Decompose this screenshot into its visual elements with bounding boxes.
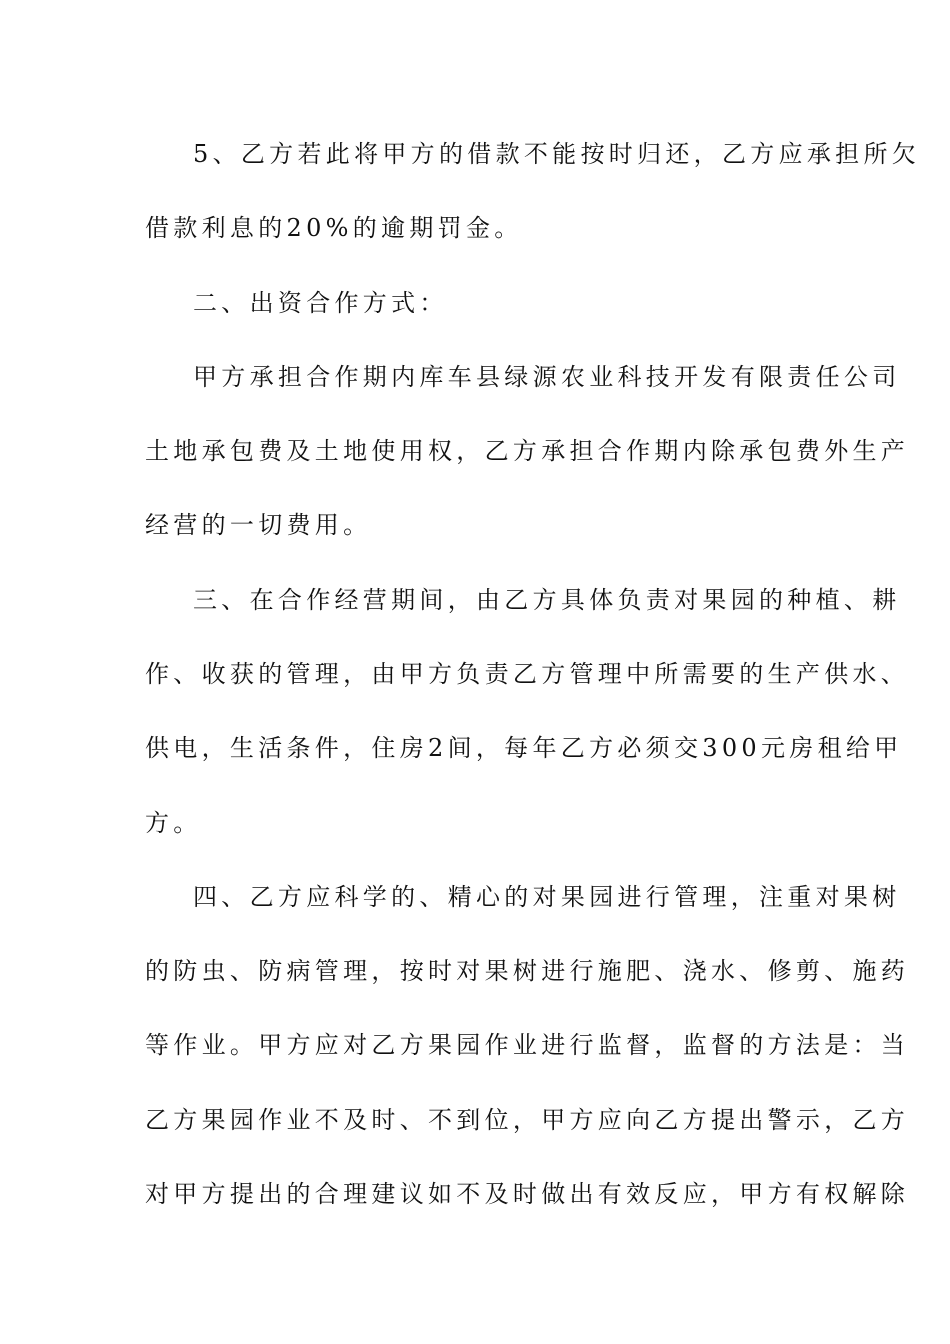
text-line: 方。 <box>145 809 202 837</box>
section-heading: 二、出资合作方式： <box>193 289 448 317</box>
text-line: 的防虫、防病管理，按时对果树进行施肥、浇水、修剪、施药 <box>145 957 910 985</box>
text-line: 乙方果园作业不及时、不到位，甲方应向乙方提出警示，乙方 <box>145 1106 910 1134</box>
text-line: 三、在合作经营期间，由乙方具体负责对果园的种植、耕 <box>193 586 901 614</box>
text-line: 土地承包费及土地使用权，乙方承担合作期内除承包费外生产 <box>145 437 910 465</box>
text-line: 对甲方提出的合理建议如不及时做出有效反应，甲方有权解除 <box>145 1180 910 1208</box>
text-line: 作、收获的管理，由甲方负责乙方管理中所需要的生产供水、 <box>145 660 910 688</box>
text-line: 四、乙方应科学的、精心的对果园进行管理，注重对果树 <box>193 883 901 911</box>
text-line: 供电，生活条件，住房2间，每年乙方必须交300元房租给甲 <box>145 734 903 762</box>
text-line: 借款利息的20%的逾期罚金。 <box>145 214 523 242</box>
text-line: 甲方承担合作期内库车县绿源农业科技开发有限责任公司 <box>193 363 901 391</box>
text-line: 等作业。甲方应对乙方果园作业进行监督，监督的方法是：当 <box>145 1031 910 1059</box>
text-line: 经营的一切费用。 <box>145 511 372 539</box>
text-line: 5、乙方若此将甲方的借款不能按时归还，乙方应承担所欠 <box>193 140 921 168</box>
